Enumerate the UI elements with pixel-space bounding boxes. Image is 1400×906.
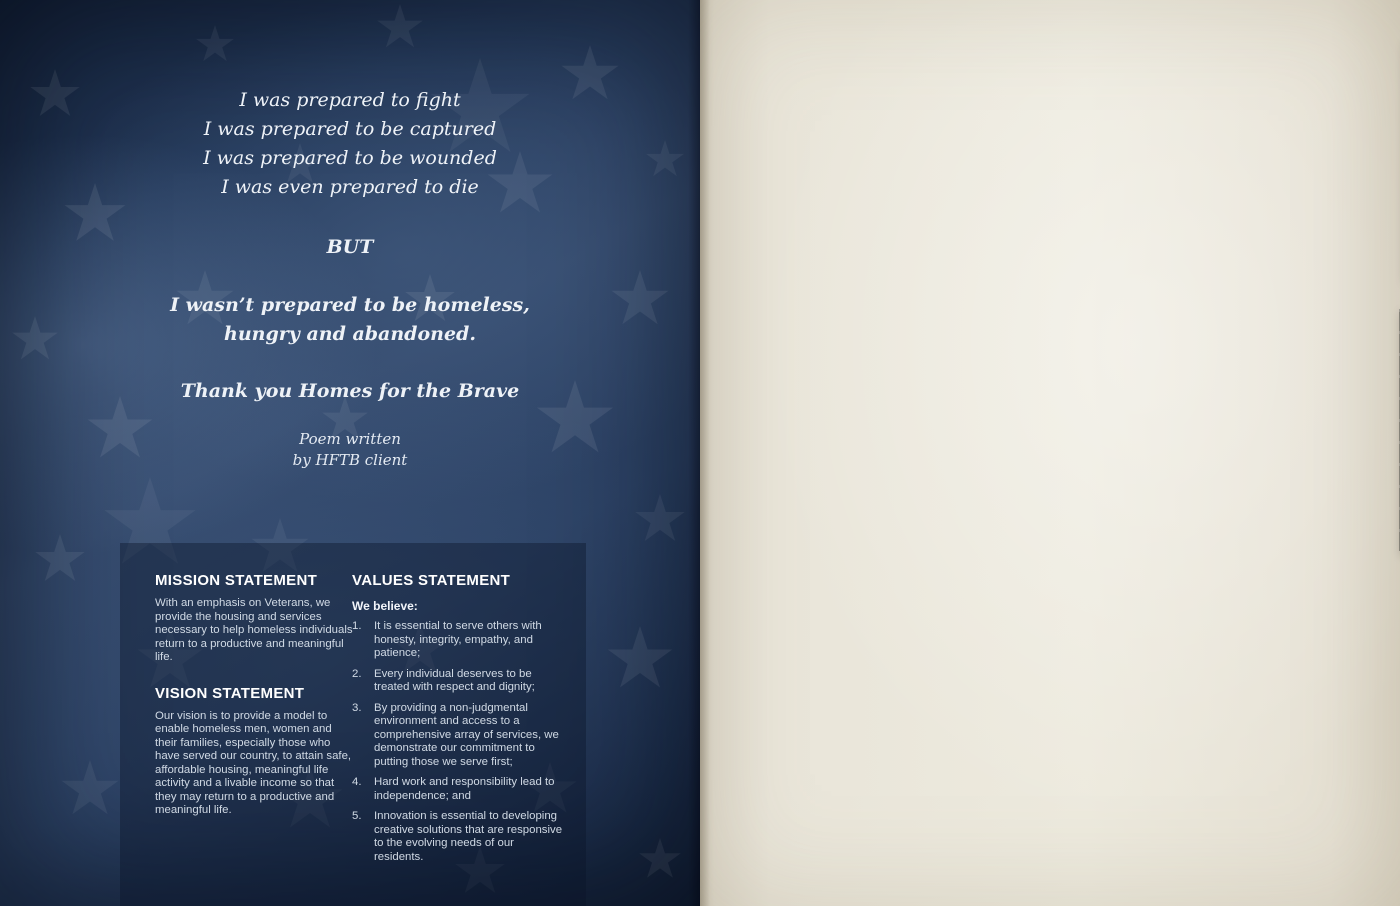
values-item-text: It is essential to serve others with honesty, integrity, empathy, and patience; [374,620,542,659]
mission-heading: MISSION STATEMENT [155,572,318,589]
mission-body: With an emphasis on Veterans, we provide the housing and services necessary to help homeless individuals return to a productive and meaningful life. [155,597,353,663]
statements-panel [120,543,586,906]
poem-line: I was even prepared to die [221,176,479,198]
values-item-number: 4. [352,776,362,788]
values-item-text: Every individual deserves to be treated with respect and dignity; [374,667,535,693]
vision-heading: VISION STATEMENT [155,684,305,702]
vision-body: Our vision is to provide a model to enable homeless men, women and their families, especially those who have served our country, to attain safe, affordable housing, meaningful life activity and a livable income so that they may return to a productive and meaningful life. [155,709,352,816]
poem-thanks-line: Thank you Homes for the Brave [180,380,520,402]
poem-credit [60,429,640,471]
values-item-number: 3. [352,701,362,714]
poem-credit-line: by HFTB client [292,451,408,469]
poem-line: hungry and abandoned. [224,323,476,345]
right-page [700,0,1400,906]
mission-vision-column [155,572,355,818]
values-column [352,572,564,871]
poem-line: I wasn’t prepared to be homeless, [170,294,530,316]
values-item-number: 1. [352,620,362,632]
poem-emphasis: BUT [326,236,374,258]
values-intro: We believe: [352,599,418,613]
values-item-number: 5. [352,810,362,822]
poem-credit-line: Poem written [299,430,401,448]
values-item [352,810,564,864]
poem [60,86,640,471]
values-heading: VALUES STATEMENT [352,572,511,589]
values-item-number: 2. [352,667,362,680]
poem-line: I was prepared to be captured [203,118,497,140]
poem-line: I was prepared to fight [239,89,461,111]
values-item-text: Hard work and responsibility lead to independence; and [374,776,555,802]
values-item [352,668,564,695]
values-item [352,620,564,661]
values-item [352,702,564,770]
values-item-text: Innovation is essential to developing creative solutions that are responsive to the evolving needs of our residents. [374,810,563,863]
values-item [352,776,564,803]
values-item-text: By providing a non-judgmental environment and access to a comprehensive array of services, we demonstrate our commitment to putting those we serve first; [374,701,559,768]
poem-line: I was prepared to be wounded [203,147,497,169]
